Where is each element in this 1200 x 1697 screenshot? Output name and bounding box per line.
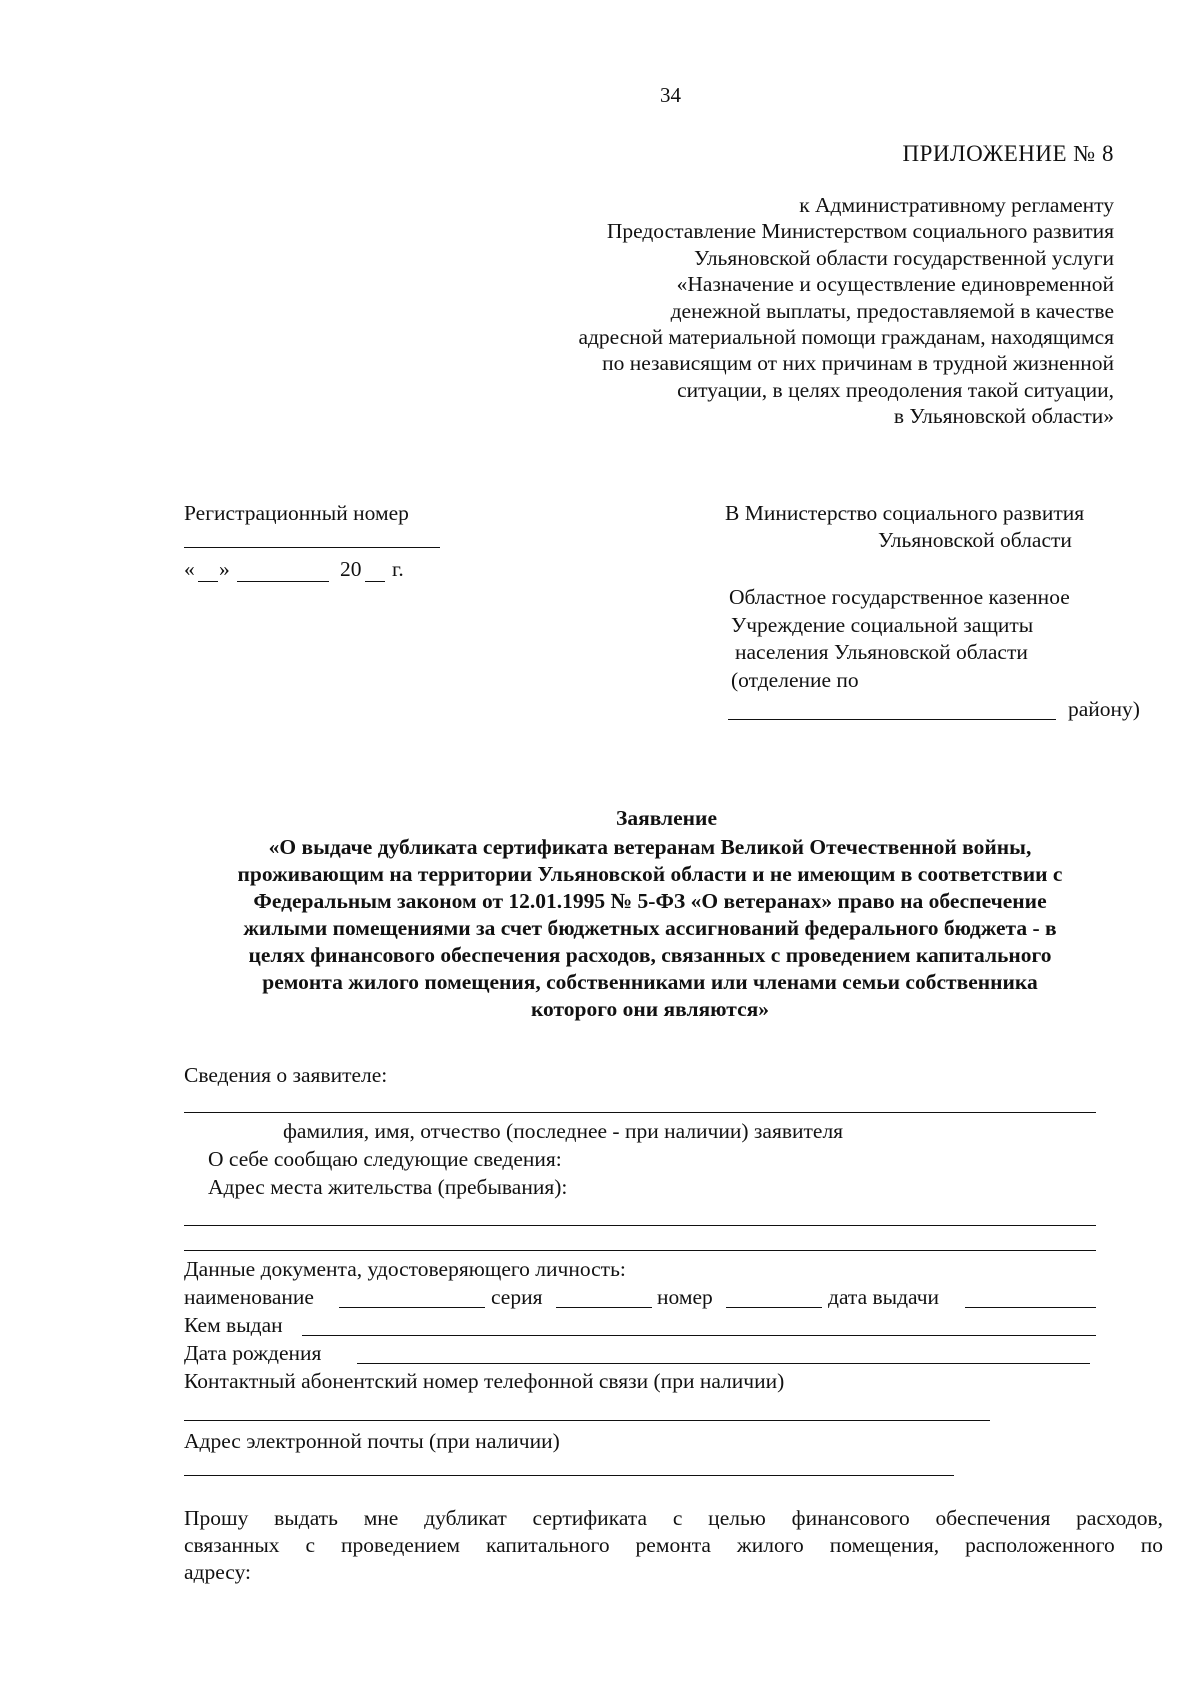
registration-day-field[interactable]: [198, 581, 218, 582]
registration-date-open: «: [184, 557, 195, 581]
doc-name-field[interactable]: [339, 1307, 485, 1308]
institution-line2: Учреждение социальной защиты: [731, 613, 1034, 637]
registration-year-prefix: 20: [340, 557, 362, 581]
id-doc-label: Данные документа, удостоверяющего личность:: [184, 1257, 626, 1281]
applicant-name-caption: фамилия, имя, отчество (последнее - при наличии) заявителя: [283, 1119, 844, 1143]
statement-line: ремонта жилого помещения, собственниками или членами семьи собственника: [262, 970, 1038, 994]
institution-line1: Областное государственное казенное: [729, 585, 1070, 609]
statement-line: «О выдаче дубликата сертификата ветеранам Великой Отечественной войны,: [268, 835, 1032, 859]
request-line: Прошу выдать мне дубликат сертификата с целью финансового обеспечения расходов,: [184, 1506, 1163, 1530]
registration-year-suffix: г.: [392, 557, 404, 581]
district-field[interactable]: [728, 719, 1056, 720]
series-field[interactable]: [556, 1307, 652, 1308]
number-field[interactable]: [726, 1307, 822, 1308]
doc-name-label: наименование: [184, 1285, 314, 1309]
page-number: 34: [660, 83, 681, 107]
request-line: связанных с проведением капитального ремонта жилого помещения, расположенного по: [184, 1533, 1163, 1557]
issue-date-field[interactable]: [965, 1307, 1096, 1308]
appendix-line: по независящим от них причинам в трудной жизненной: [602, 351, 1114, 376]
appendix-line: к Административному регламенту: [799, 193, 1114, 217]
self-info-label: О себе сообщаю следующие сведения:: [208, 1147, 562, 1171]
statement-title: [200, 834, 1100, 1023]
birth-date-field[interactable]: [357, 1363, 1090, 1364]
appendix-line: «Назначение и осуществление единовременной: [676, 272, 1114, 297]
appendix-line: Предоставление Министерством социального развития: [606, 219, 1114, 244]
statement-line: Федеральным законом от 12.01.1995 № 5-ФЗ «О ветеранах» право на обеспечение: [253, 889, 1047, 913]
institution-line3: населения Ульяновской области: [735, 640, 1028, 664]
email-field[interactable]: [184, 1475, 954, 1476]
registration-year-field[interactable]: [365, 581, 385, 582]
applicant-name-field[interactable]: [184, 1112, 1096, 1113]
appendix-title: ПРИЛОЖЕНИЕ № 8: [902, 141, 1114, 166]
issued-by-field[interactable]: [302, 1335, 1096, 1336]
appendix-line: денежной выплаты, предоставляемой в качестве: [670, 298, 1114, 323]
statement-heading: Заявление: [616, 806, 717, 830]
address-field-1[interactable]: [184, 1225, 1096, 1226]
ministry-line1: В Министерство социального развития: [725, 501, 1085, 525]
appendix-line: Ульяновской области государственной услуги: [694, 245, 1114, 270]
request-paragraph: [184, 1505, 1163, 1586]
statement-line: которого они являются»: [530, 997, 770, 1021]
phone-label: Контактный абонентский номер телефонной связи (при наличии): [184, 1369, 785, 1393]
appendix-line: ситуации, в целях преодоления такой ситуации,: [677, 377, 1114, 402]
registration-number-field[interactable]: [184, 547, 440, 548]
statement-line: проживающим на территории Ульяновской области и не имеющим в соответствии с: [237, 862, 1063, 886]
birth-date-label: Дата рождения: [184, 1341, 322, 1365]
applicant-section-label: Сведения о заявителе:: [184, 1063, 388, 1087]
number-label: номер: [657, 1285, 713, 1309]
issue-date-label: дата выдачи: [828, 1285, 940, 1309]
phone-field[interactable]: [184, 1420, 990, 1421]
appendix-line: в Ульяновской области»: [893, 404, 1114, 429]
address-label: Адрес места жительства (пребывания):: [208, 1175, 568, 1199]
statement-line: жилыми помещениями за счет бюджетных ассигнований федерального бюджета - в: [243, 916, 1057, 940]
statement-line: целях финансового обеспечения расходов, связанных с проведением капитального: [248, 943, 1052, 967]
ministry-line2: Ульяновской области: [878, 528, 1072, 552]
registration-date-mid: »: [219, 557, 230, 581]
registration-month-field[interactable]: [237, 581, 329, 582]
district-suffix: району): [1068, 697, 1140, 721]
appendix-description: [414, 192, 1114, 430]
institution-line4: (отделение по: [731, 668, 859, 692]
request-line: адресу:: [184, 1560, 252, 1584]
appendix-line: адресной материальной помощи гражданам, находящимся: [578, 325, 1114, 350]
series-label: серия: [491, 1285, 543, 1309]
address-field-2[interactable]: [184, 1250, 1096, 1251]
issued-by-label: Кем выдан: [184, 1313, 283, 1337]
email-label: Адрес электронной почты (при наличии): [184, 1429, 560, 1453]
registration-label: Регистрационный номер: [184, 501, 409, 525]
